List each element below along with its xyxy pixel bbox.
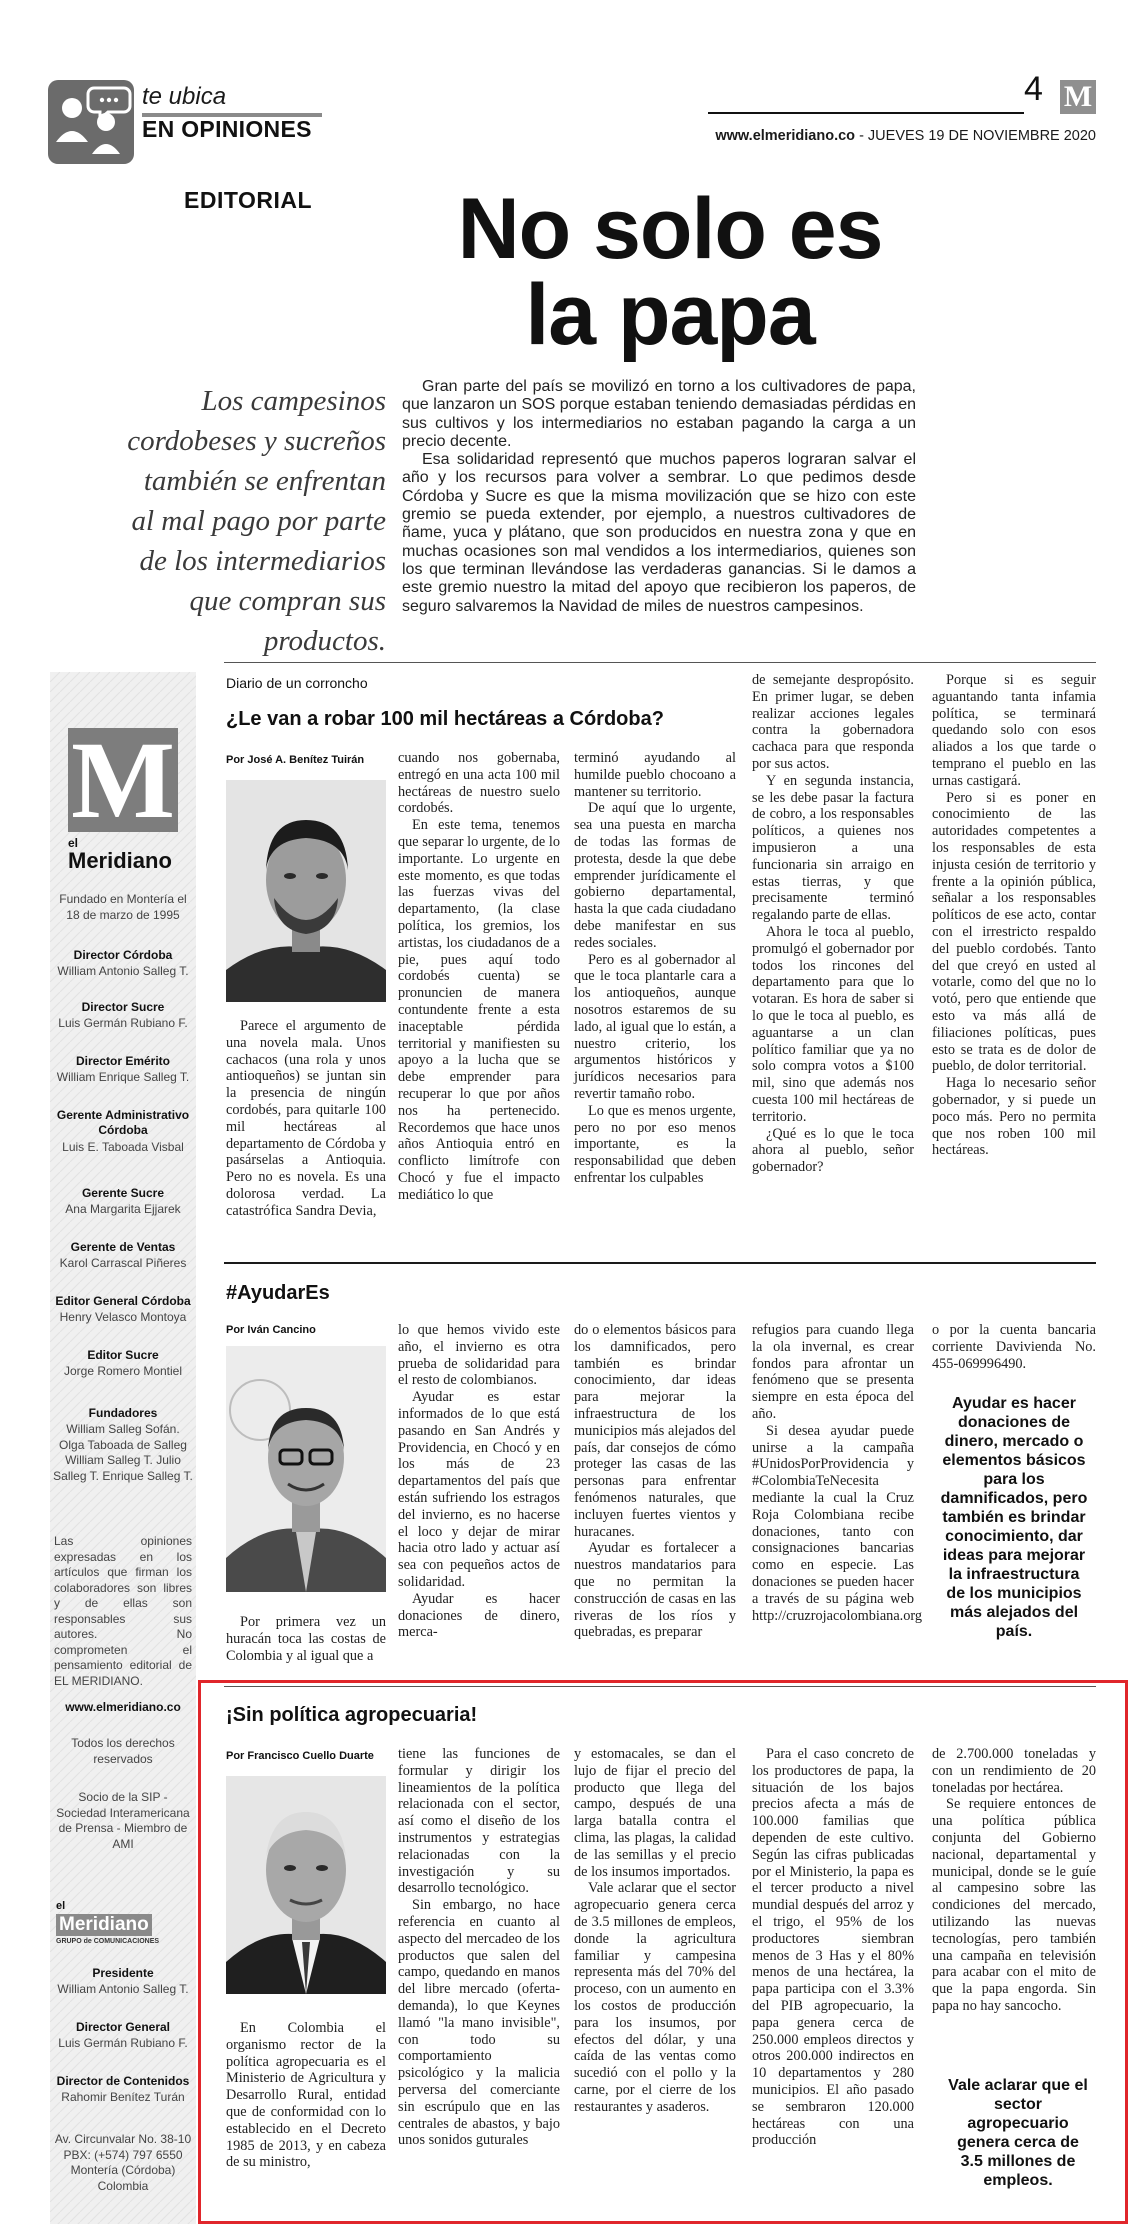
paragraph: lo que hemos vivido este año, el invierno es otra prueba de solidaridad para el resto de colombianos.: [398, 1322, 560, 1389]
article1-kicker: Diario de un corroncho: [226, 675, 368, 691]
sidebar-website[interactable]: www.elmeridiano.co: [65, 1700, 181, 1714]
divider: [224, 662, 1096, 663]
chat-people-icon: [48, 80, 134, 164]
staff-name: Luis E. Taboada Visbal: [62, 1140, 184, 1154]
paragraph: Pero si es poner en conocimiento de las autoridades competentes a los responsables de esta injusta cesión de territorio y frente a la opinión pública, señalar a los responsables políticos de ese acto, contar con el irrestricto respaldo del pueblo cordobés. Tanto del que creyó en usted al votarle, como del que no lo votó, pero que entiende que esto va más allá de filiaciones políticas, pues esto se trata es de dolor de pueblo, de dolor territorial.: [932, 789, 1096, 1075]
brand-small: el: [68, 836, 79, 850]
article1-byline: Por José A. Benítez Tuirán: [226, 754, 365, 766]
staff-role: Director General: [75, 2020, 171, 2034]
paragraph: Parece el argumento de una novela mala. Unos cachacos (una rola y unos antioqueños) se juntan sin la presencia de ningún cordobés, para quitarle 100 mil hectáreas al departamento de Córdoba y pasárselas a Antioquia. Pero no es novela. Es una dolorosa verdad. La catastrófica Sandra Devia,: [226, 1018, 386, 1219]
paragraph: Porque si es seguir aguantando tanta infamia política, se terminará quedando solo con esos aliados a los que tarde o temprano el pueblo en las urnas castigará.: [932, 672, 1096, 789]
article1-column-2: [398, 750, 560, 1204]
author-portrait: [226, 1346, 386, 1592]
dateline: [688, 128, 1096, 144]
author-portrait: [226, 1776, 386, 1994]
paragraph: Ayudar es fortalecer a nuestros mandatarios para que no permitan la construcción de casas en las riveras de los ríos y quebradas, es preparar: [574, 1540, 736, 1641]
paragraph: Ayudar es hacer donaciones de dinero, merca-: [398, 1590, 560, 1641]
article1-column-4: [752, 672, 914, 1176]
paragraph: En Colombia el organismo rector de la política agropecuaria es el Ministerio de Agricultura y Desarrollo Rural, entidad que de conformidad con lo establecido en el Decreto 1985 de 2013, y en cabeza de su ministro,: [226, 2020, 386, 2171]
paragraph: y estomacales, se dan el lujo de fijar el precio del producto que llega del campo, después de una larga batalla contra el clima, las plagas, la calidad de las semillas y el precio de los insumos importados.: [574, 1746, 736, 1880]
staff-role: Director Emérito: [75, 1054, 171, 1068]
section-title: EN OPINIONES: [142, 116, 312, 142]
staff-role: Editor Sucre: [87, 1348, 159, 1362]
paragraph: de semejante despropósito. En primer lugar, se deben realizar acciones legales contra la gobernadora cachaca para que responda por sus actos.: [752, 672, 914, 772]
paragraph: Ayudar es estar informados de lo que está pasando en San Andrés y Providencia, en Chocó y en los más de 23 departamentos del país que están sufriendo los estragos del invierno, es no hacerse el loco y dejar de mirar hacia otro lado y actuar así sea con pequeños actos de solidaridad.: [398, 1389, 560, 1590]
staff-role: Gerente Administrativo Córdoba: [56, 1108, 190, 1137]
paragraph: terminó ayudando al humilde pueblo chocoano a mantener su territorio.: [574, 750, 736, 800]
staff-name: William Antonio Salleg T.: [57, 1982, 189, 1996]
staff-name: William Antonio Salleg T.: [57, 964, 189, 978]
paragraph: do o elementos básicos para los damnificados, pero también es brindar conocimiento, dar ideas para mejorar la infraestructura de los municipios más alejados del país, dar consejos de cómo proteger las casas de las personas para enfrentar fenómenos naturales, que incluyen fuertes vientos y huracanes.: [574, 1322, 736, 1540]
article3-author-photo: [226, 1776, 386, 1994]
article2-byline: Por Iván Cancino: [226, 1324, 316, 1336]
article3-callout: Vale aclarar que el sector agropecuario genera cerca de 3.5 millones de empleos.: [948, 2077, 1088, 2189]
group-brand-name: Meridiano: [56, 1914, 152, 1936]
article2-column-4: [752, 1322, 923, 1624]
author-portrait: [226, 780, 386, 1002]
address-text: Av. Circunvalar No. 38-10 PBX: (+574) 797 6550 Montería (Córdoba) Colombia: [54, 2132, 192, 2193]
rights-text: Todos los derechos reservados: [71, 1736, 175, 1766]
disclaimer: Las opiniones expresadas en los artículos que firman los colaboradores son libres y de ellas son responsables sus autores. No comprometen el pensamiento editorial de EL MERIDIANO.: [54, 1534, 192, 1688]
paragraph: cuando nos gobernaba, entregó en una acta 100 mil hectáreas de nuestro suelo cordobés.: [398, 750, 560, 817]
editorial-body: [402, 378, 916, 616]
paragraph: Pero es al gobernador al que le toca plantarle cara a los antioqueños, aunque nosotros estaremos de su lado, al igual que lo están, a nuestro criterio, los argumentos históricos y jurídicos necesarios para revertir tamaño robo.: [574, 951, 736, 1102]
staff-name: William Enrique Salleg T.: [56, 1070, 190, 1084]
paragraph: De aquí que lo urgente, sea una puesta en marcha de todas las formas de protesta, desde la que debe emprender jurídicamente el gobierno departamental, hasta la que cada ciudadano debe manifestar en sus redes sociales.: [574, 800, 736, 951]
group-brand-sub: GRUPO de COMUNICACIONES: [56, 1938, 160, 1945]
brand-badge: M: [1060, 80, 1096, 114]
editorial-pull-quote: Los campesinos cordobeses y sucreños también se enfrentan al mal pago por parte de los intermediarios que compran sus productos.: [127, 385, 386, 657]
article2-column-3: [574, 1322, 736, 1641]
editorial-title: [380, 181, 960, 363]
paragraph: Ahora le toca al pueblo, promulgó el gobernador por todos los rincones del departamento para que lo votaran. Es hora de saber si lo que le toca al pueblo, es aguantarse a un clan político familiar que ya no solo compra votos a $100 mil, sino que además nos cuesta 100 mil hectáreas de territorio.: [752, 923, 914, 1125]
paragraph: Vale aclarar que el sector agropecuario genera cerca de 3.5 millones de empleos, donde la agricultura familiar y campesina representa más del 70% del proceso, con un aumento en los costos de producción para los insumos, por efectos del dólar, y una caída de las ventas como sucedió con el pollo y la carne, por el cierre de los restaurantes y asaderos.: [574, 1880, 736, 2115]
paragraph: tiene las funciones de formular y dirigir los lineamientos de la política relacionada con el sector, así como el diseño de los instrumentos y estrategias relacionadas con la investigación y su desarrollo tecnológico.: [398, 1746, 560, 1897]
staff-name: Ana Margarita Ejjarek: [65, 1202, 181, 1216]
member-text: Socio de la SIP - Sociedad Interamericana de Prensa - Miembro de AMI: [56, 1790, 190, 1851]
paragraph: ¿Qué es lo que le toca ahora al pueblo, señor gobernador?: [752, 1125, 914, 1176]
article2-column-2: [398, 1322, 560, 1641]
group-brand-small: el: [56, 1900, 66, 1912]
article2-column-1: [226, 1614, 386, 1664]
staff-name: Luis Germán Rubiano F.: [58, 1016, 188, 1030]
paragraph: En este tema, tenemos que separar lo urgente, de lo importante. Lo urgente en este momento, es que todas las fuerzas vivas del departamento, (la clase política, los gremios, los artistas, los ciudadanos de a pie, pues aquí todo cordobés cuenta) se pronuncien de manera contundente frente a esta inaceptable pérdida territorial y manifiesten su apoyo a la lucha que se debe emprender para recuperar lo que por años nos ha pertenecido. Recordemos que hace unos años Antioquia entró en conflicto limítrofe con Chocó y fue el impacto mediático lo que: [398, 817, 560, 1203]
article1-title: ¿Le van a robar 100 mil hectáreas a Córdoba?: [226, 708, 664, 730]
article2-author-photo: [226, 1346, 386, 1592]
header-rule: [708, 112, 1024, 114]
staff-name: Luis Germán Rubiano F.: [58, 2036, 188, 2050]
divider: [224, 1262, 1096, 1264]
article1-column-3: [574, 750, 736, 1187]
paragraph: de 2.700.000 toneladas y con un rendimiento de 20 toneladas por hectárea.: [932, 1746, 1096, 1796]
paragraph: o por la cuenta bancaria corriente Davivienda No. 455-069996490.: [932, 1322, 1096, 1372]
article1-column-5: [932, 672, 1096, 1159]
paragraph: Haga lo necesario señor gobernador, y si puede un poco más. Pero no permita que nos roben 100 mil hectáreas.: [932, 1075, 1096, 1159]
masthead-logo: M: [68, 728, 178, 832]
site-url[interactable]: www.elmeridiano.co: [715, 128, 856, 144]
paragraph: Y en segunda instancia, se les debe pasar la factura de cobro, a los responsables políticos, a quienes nos impusieron a una funcionaria sin arraigo en estas tierras, y que precisamente terminó regalando parte de ellas.: [752, 772, 914, 924]
staff-role: Gerente Sucre: [81, 1186, 165, 1200]
article3-column-5: [932, 1746, 1096, 2015]
founders-label: Fundadores: [88, 1406, 158, 1420]
article3-column-2: [398, 1746, 560, 2149]
founded-text: Fundado en Montería el 18 de marzo de 1995: [59, 892, 187, 922]
paragraph: Lo que es menos urgente, pero no por eso menos importante, es la responsabilidad que deben enfrentar los culpables: [574, 1102, 736, 1186]
article2-column-5: [932, 1322, 1096, 1372]
section-logo: [48, 80, 134, 164]
staff-role: Director Córdoba: [73, 948, 173, 962]
paragraph: Se requiere entonces de una política pública conjunta del Gobierno nacional, departamental y municipal, donde se le guíe al campesino sobre las condiciones del mercado, utilizando las nuevas tecnologías, pero también una campaña en televisión para acabar con el mito de que la papa engorda. Sin papa no hay sancocho.: [932, 1796, 1096, 2014]
editorial-title-line1: No solo es: [457, 181, 883, 277]
staff-name: Henry Velasco Montoya: [59, 1310, 187, 1324]
article2-title: #AyudarEs: [226, 1282, 330, 1304]
paragraph: Sin embargo, no hace referencia en cuanto al aspecto del mercadeo de los productos que salen del campo, quedando en manos del libre mercado (oferta-demanda), lo que Keynes llamó "la mano invisible", con todo su comportamiento psicológico y la malicia perversa del comerciante sin escrúpulo que en las centrales de abastos, y bajo unos sonidos guturales: [398, 1897, 560, 2149]
article1-column-1: [226, 1018, 386, 1220]
article3-byline: Por Francisco Cuello Duarte: [226, 1750, 374, 1762]
masthead-sidebar: [50, 672, 196, 2224]
staff-name: Jorge Romero Montiel: [63, 1364, 183, 1378]
staff-role: Gerente de Ventas: [70, 1240, 176, 1254]
staff-name: Karol Carrascal Piñeres: [59, 1256, 187, 1270]
editorial-label: EDITORIAL: [184, 187, 313, 213]
staff-role: Director Sucre: [81, 1000, 165, 1014]
paragraph: refugios para cuando llega la ola invernal, es crear fondos para afrontar un fenómeno que se presenta siempre en esta época del año.: [752, 1322, 914, 1422]
paragraph: Para el caso concreto de los productores de papa, la situación de los bajos precios afecta a más de 100.000 familias que dependen de este cultivo. Según las cifras publicadas por el Ministerio, la papa es el tercer producto a nivel mundial después del arroz y el trigo, el 95% de los productores siembran menos de 3 Has y el 80% menos de una hectárea, la papa participa con el 3.3% del PIB agropecuario, la papa genera cerca de 250.000 empleos directos y otros 200.000 indirectos en 10 departamentos y 280 municipios. El año pasado se sembraron 120.000 hectáreas con una producción: [752, 1746, 914, 2149]
article3-column-1: [226, 2020, 386, 2171]
paragraph: Si desea ayudar puede unirse a la campaña #UnidosPorProvidencia y #ColombiaTeNecesita mediante la cual la Cruz Roja Colombiana recibe donaciones, tanto con consignaciones bancarias como en especie. Las donaciones se pueden hacer a través de su página web http://cruzrojacolombiana.org: [752, 1422, 923, 1624]
article3-column-3: [574, 1746, 736, 2116]
editorial-paragraph: Gran parte del país se movilizó en torno a los cultivadores de papa, que lanzaron un SOS porque estaban teniendo demasiadas pérdidas en sus cultivos y los intermediarios no estaban pagando la carga a un precio decente.: [402, 378, 916, 450]
staff-role: Presidente: [92, 1966, 154, 1980]
paragraph: Por primera vez un huracán toca las costas de Colombia y al igual que a: [226, 1614, 386, 1664]
staff-role: Editor General Córdoba: [55, 1294, 191, 1308]
section-subtitle: te ubica: [142, 83, 227, 110]
editorial-title-line2: la papa: [525, 267, 815, 363]
founders-list: William Salleg Sofán. Olga Taboada de Salleg William Salleg T. Julio Salleg T. Enrique Salleg T.: [53, 1422, 193, 1483]
brand-name: Meridiano: [68, 848, 172, 873]
article2-callout: Ayudar es hacer donaciones de dinero, mercado o elementos básicos para los damnificados, pero también es brindar conocimiento, dar ideas para mejorar la infraestructura de los municipios más alejados del país.: [940, 1395, 1088, 1640]
staff-role: Director de Contenidos: [56, 2074, 190, 2088]
date: - JUEVES 19 DE NOVIEMBRE 2020: [855, 128, 1096, 144]
staff-name: Rahomir Benítez Turán: [61, 2090, 185, 2104]
page-number: 4: [1024, 70, 1043, 108]
article3-title: ¡Sin política agropecuaria!: [226, 1704, 478, 1726]
editorial-paragraph: Esa solidaridad representó que muchos paperos lograran salvar el año y los recursos para volver a sembrar. Lo que pedimos desde Córdoba y Sucre es que la misma movilización que se hizo con este gremio se pueda extender, por ejemplo, a nuestros cultivadores de ñame, yuca y plátano, que son producidos en nuestra zona y que en muchas ocasiones son mal vendidos a los intermediarios, quienes son los que terminan llevándose las verdaderas ganancias. Si le damos a este gremio nuestro la mitad del apoyo que recibieron los paperos, de seguro salvaremos la Navidad de miles de nuestros campesinos.: [402, 451, 916, 615]
article3-column-4: [752, 1746, 914, 2149]
article1-author-photo: [226, 780, 386, 1002]
